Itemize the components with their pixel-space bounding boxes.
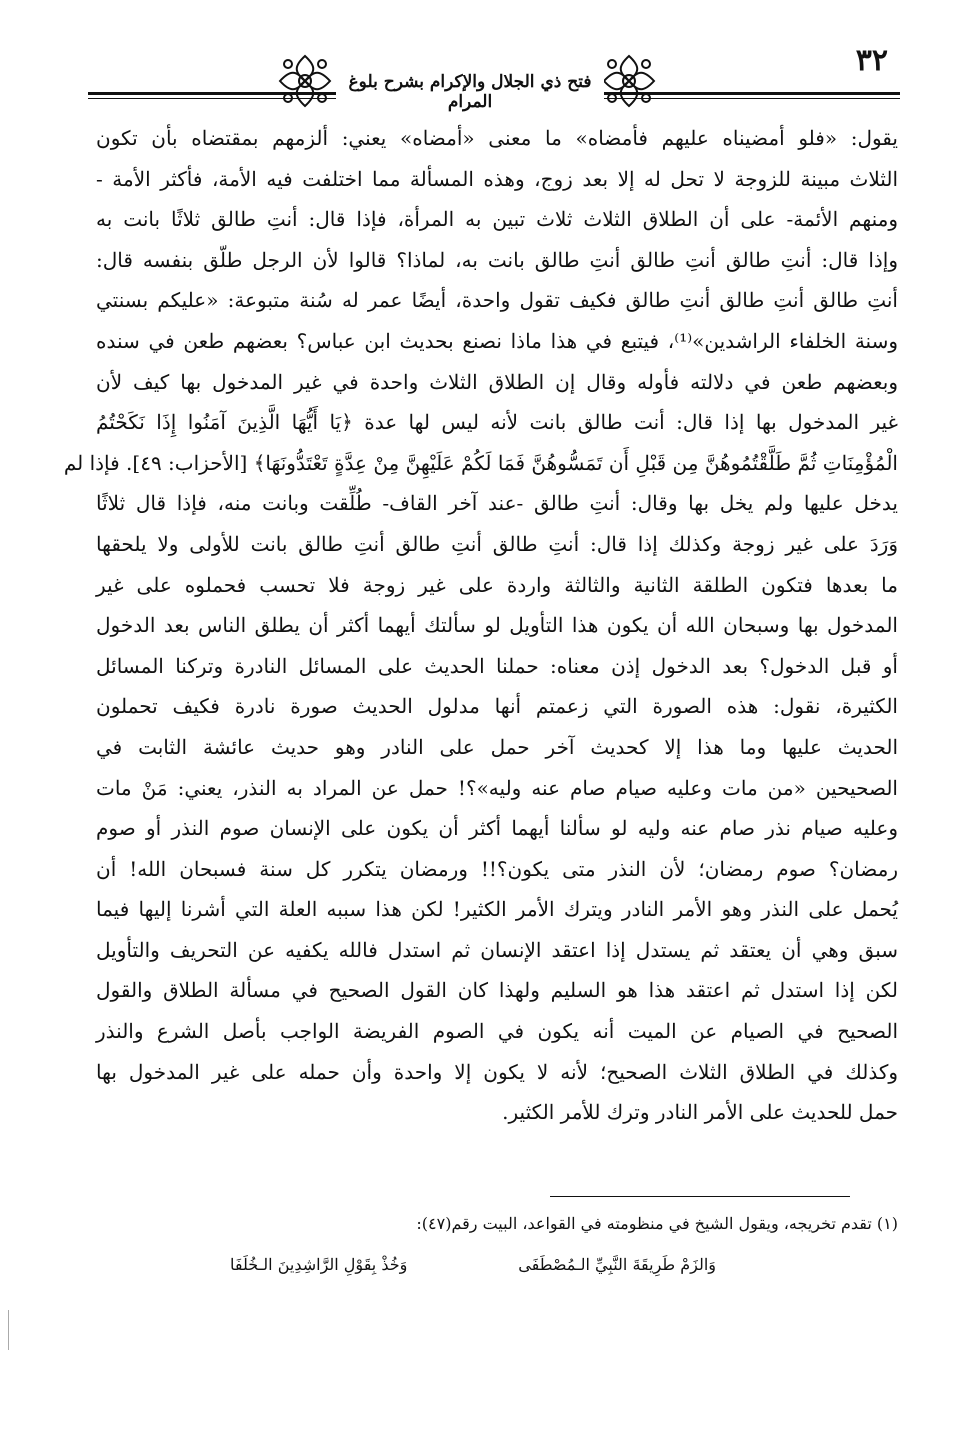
text-line: الحديث عليها وما هذا إلا كحديث آخر حمل على النادر وهو حديث عائشة الثابت في: [96, 734, 899, 759]
footnote-separator: [550, 1196, 850, 1197]
text-line: الثلاث مبينة للزوجة لا تحل له إلا بعد زوج، وهذه المسألة مما اختلفت فيه الأمة، فأكثر الأمة -: [96, 166, 898, 191]
verse-second-hemistich: وَخُذْ بِقَوْلِ الرَّاشِدِينَ الـخُلَفَا: [230, 1255, 408, 1274]
text-line: وإذا قال: أنتِ طالق أنتِ طالق أنتِ طالق بانت به، لماذا؟ قالوا لأن الرجل طلّق بنفسه قال:: [96, 247, 898, 272]
main-text: [63, 118, 899, 1133]
text-line: ومنهم الأئمة- على أن الطلاق الثلاث ثلاث تبين به المرأة، فإذا قال: أنتِ طالق ثلاثًا بانت به: [96, 207, 898, 232]
text-line: ما بعدها فتكون الطلقة الثانية والثالثة واردة على غير زوجة فلا تحسب فحملوه على غير: [96, 572, 898, 597]
scan-margin-mark: [8, 1310, 9, 1350]
text-line: وسنة الخلفاء الراشدين»⁽¹⁾، فيتبع في هذا ماذا نصنع بحديث ابن عباس؟ بعضهم طعن في سنده: [96, 328, 899, 353]
ornament-icon: [600, 52, 658, 110]
footnote-verse: [230, 1252, 716, 1278]
text-line: الكثيرة، نقول: هذه الصورة التي زعمتم أنها مدلول الحديث صورة نادرة فكيف تحملون: [96, 694, 898, 719]
text-line: يقول: «فلو أمضيناه عليهم فأمضاه» ما معنى «أمضاه» يعني: ألزمهم بمقتضاه بأن تكون: [96, 126, 898, 150]
text-line: وَرَدَ على غير زوجة وكذلك إذا قال: أنتِ طالق أنتِ طالق أنتِ طالق بانت للأولى ولا يلحقها: [96, 531, 898, 556]
text-line: وعليه صيام نذر صام عنه وليه لو سألنا أيهما أكثر أن يكون على الإنسان صوم النذر أو صوم: [96, 816, 898, 841]
ornament-icon: [276, 52, 334, 110]
text-line: الصحيح في الصيام عن الميت أنه يكون في الصوم الفريضة الواجب بأصل الشرع والنذر: [96, 1019, 898, 1044]
verse-first-hemistich: وَالزَمْ طَرِيقَةَ النَّبِيِّ الـمُصْطَفَى: [518, 1255, 716, 1274]
page-number: ٣٢: [855, 43, 888, 78]
text-line: حمل للحديث على الأمر النادر وترك للأمر الكثير.: [502, 1100, 898, 1125]
text-line: المدخول بها وسبحان الله أن يكون هذا التأويل لو سألتك أيهما أكثر أن يطلق الناس بعد الدخول: [96, 613, 898, 638]
text-line: لكن إذا استدل ثم اعتقد هذا هو السليم ولهذا كان القول الصحيح في مسألة الطلاق والقول: [96, 978, 898, 1003]
text-line: وبعضهم طعن في دلالته فأوله وقال إن الطلاق الثلاث واحدة في غير المدخول بها كيف لأن: [96, 369, 898, 394]
text-line: أنتِ طالق أنتِ طالق أنتِ طالق فكيف تقول واحدة، أيضًا عمر له سُنة متبوعة: «عليكم بسنتي: [96, 288, 898, 313]
running-title: فتح ذي الجلال والإكرام بشرح بلوغ المرام: [336, 72, 604, 112]
text-line: رمضان؟ صوم رمضان؛ لأن النذر متى يكون؟!! ورمضان يتكرر كل سنة فسبحان الله! أن: [96, 856, 898, 881]
text-line: غير المدخول بها إذا قال: أنت طالق بانت لأنه ليس لها عدة ﴿يَا أَيُّهَا الَّذِينَ آمَنُوا إِذَا نَكَحْتُمُ: [96, 410, 899, 435]
text-line: الْمُؤْمِنَاتِ ثُمَّ طَلَّقْتُمُوهُنَّ مِن قَبْلِ أَن تَمَسُّوهُنَّ فَمَا لَكُمْ عَلَيْهِنَّ مِنْ عِدَّةٍ تَعْتَدُّونَهَا﴾ [الأحزاب: ٤٩]. فإذا لم: [63, 450, 898, 475]
text-line: سبق وهي أن يعتقد ثم يستدل إذا اعتقد الإنسان ثم استدل فالله يكفيه عن التحريف والتأويل: [96, 937, 898, 962]
text-line: يدخل عليها ولم يخل بها وقال: أنتِ طالق -عند آخر القاف- طُلِّقت وبانت منه، فإذا قال ثلاثًا: [96, 491, 898, 516]
text-line: يُحمل على النذر وهو الأمر النادر ويترك الأمر الكثير! لكن هذا سببه العلة التي أشرنا إليها فيما: [96, 897, 898, 922]
text-line: أو قبل الدخول؟ بعد الدخول إذن معناه: حملنا الحديث على المسائل النادرة وتركنا المسائل: [96, 653, 898, 678]
text-line: وكذلك في الطلاق الثلاث الصحيح؛ لأنه لا يكون إلا واحدة وأن حمله على غير المدخول بها: [96, 1059, 898, 1084]
text-line: الصحيحين «من مات وعليه صيام صام عنه وليه»؟! حمل عن المراد به النذر، يعني: مَنْ مات: [96, 775, 898, 800]
footnote: (١) تقدم تخريجه، ويقول الشيخ في منظومته في القواعد، البيت رقم(٤٧):: [416, 1214, 898, 1233]
